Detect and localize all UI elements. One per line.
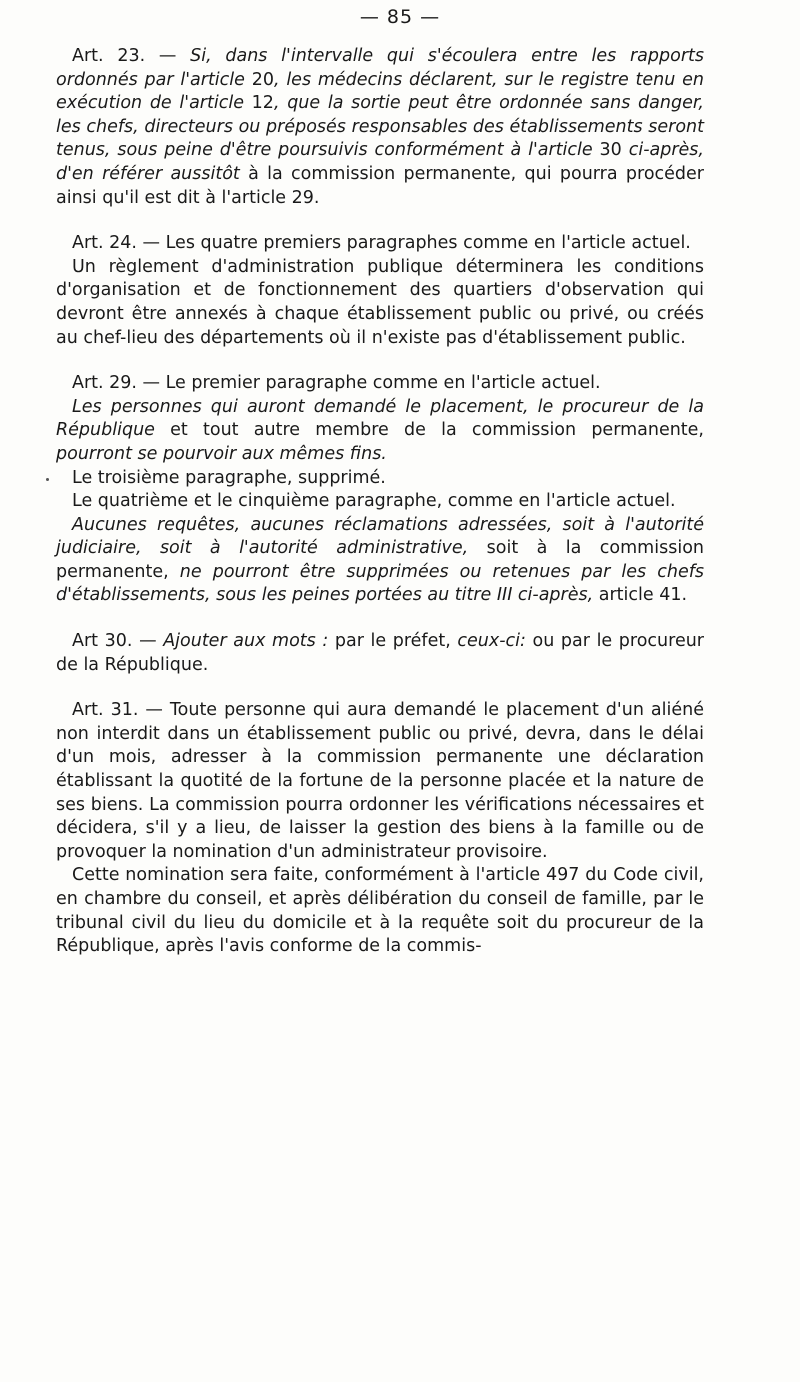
paragraph: [56, 467, 704, 491]
italic-text-segment: , que la sortie peut être ordonnée sans danger, les chefs, directeurs ou préposés responsables des établissements seront tenus, sous peine d'être poursuivis conformément à l'article: [56, 93, 704, 161]
paragraph: [56, 864, 704, 958]
italic-text-segment: Aucunes requêtes, aucunes réclamations adressées, soit à l'autorité judiciaire, soit à l'autorité administrative,: [56, 514, 704, 559]
italic-text-segment: pourront se pourvoir aux mêmes fins.: [56, 443, 387, 464]
italic-text-segment: Ajouter aux mots :: [163, 631, 329, 652]
article-paragraph: [56, 232, 704, 256]
paragraph: [56, 514, 704, 608]
paragraph: [56, 490, 704, 514]
text-segment: 12: [251, 93, 274, 114]
text-segment: Le troisième paragraphe, supprimé.: [72, 467, 386, 488]
article-paragraph: [56, 372, 704, 396]
text-segment: et tout autre membre de la commission permanente,: [154, 420, 704, 441]
italic-text-segment: Les personnes qui auront demandé le placement, le procureur de la République: [56, 396, 704, 441]
italic-text-segment: Si, dans l'intervalle qui s'écoulera entre les rapports ordonnés par l'article: [56, 46, 704, 90]
italic-text-segment: ci-après, d'en référer aussitôt: [56, 140, 704, 184]
paragraph: [56, 396, 704, 467]
page-number: — 85 —: [359, 6, 441, 28]
text-segment: par le préfet,: [328, 631, 458, 652]
article-paragraph: [56, 630, 704, 677]
text-segment: 30: [599, 140, 622, 161]
text-segment: Art. 29. — Le premier paragraphe comme en l'article actuel.: [72, 373, 601, 394]
text-segment: soit à la commission permanente,: [56, 538, 704, 582]
text-segment: à la commission permanente, qui pourra procéder ainsi qu'il est dit à l'article 29.: [56, 163, 704, 208]
article-paragraph: [56, 45, 704, 210]
stray-ink-mark: [46, 478, 49, 481]
text-segment: Art. 24. — Les quatre premiers paragraphes comme en l'article actuel.: [72, 233, 691, 254]
body-text: [56, 45, 704, 959]
italic-text-segment: ne pourront être supprimées ou retenues par les chefs d'établissements, sous les peines portées au titre III ci-après,: [56, 561, 704, 606]
text-segment: Art. 23. —: [72, 46, 191, 66]
text-segment: Cette nomination sera faite, conformément à l'article 497 du Code civil, en chambre du conseil, et après délibération du conseil de famille, par le tribunal civil du lieu du domicile et à la requête soit du procureur de la République, après l'avis conforme de la commis-: [56, 865, 704, 957]
paragraph: [56, 256, 704, 350]
text-segment: Un règlement d'administration publique déterminera les conditions d'organisation et de fonctionnement des quartiers d'observation qui devront être annexés à chaque établissement public ou privé, ou créés au chef-lieu des départements où il n'existe pas d'établissement public.: [56, 256, 704, 348]
italic-text-segment: ceux-ci:: [457, 631, 526, 652]
article-paragraph: [56, 699, 704, 864]
text-segment: Le quatrième et le cinquième paragraphe, comme en l'article actuel.: [72, 491, 676, 512]
text-segment: 20: [251, 69, 274, 90]
text-segment: article 41.: [593, 585, 688, 606]
text-segment: Art. 31. — Toute personne qui aura demandé le placement d'un aliéné non interdit dans un établissement public ou privé, devra, dans le délai d'un mois, adresser à la commission permanente une déclaration établissant la quotité de la fortune de la personne placée et la nature de ses biens. La commission pourra ordonner les vérifications nécessaires et décidera, s'il y a lieu, de laisser la gestion des biens à la famille ou de provoquer la nomination d'un administrateur provisoire.: [56, 700, 704, 862]
italic-text-segment: , les médecins déclarent, sur le registre tenu en exécution de l'article: [56, 69, 704, 114]
text-segment: Art 30. —: [72, 631, 164, 652]
text-segment: ou par le procureur de la République.: [56, 631, 705, 675]
